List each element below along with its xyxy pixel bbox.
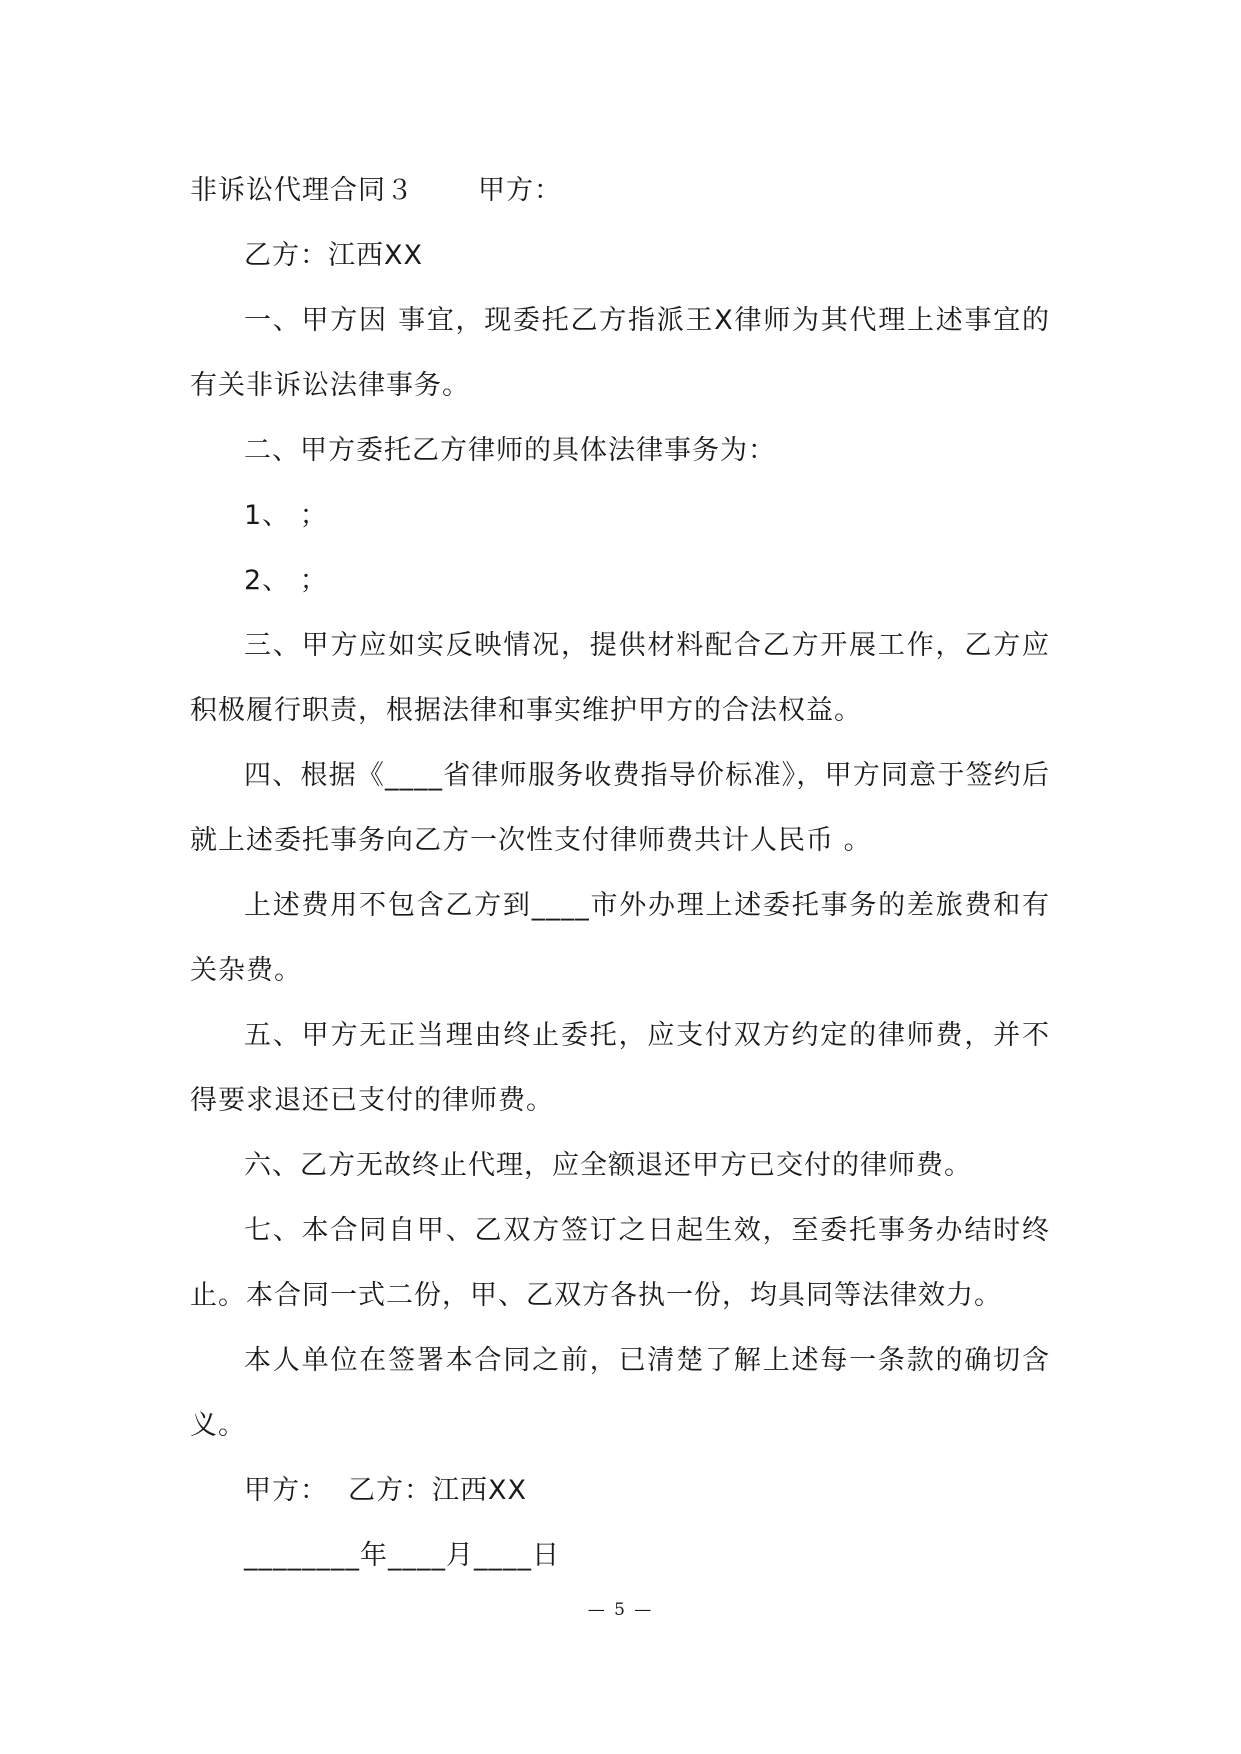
party-b-line: 乙方：江西XX	[244, 240, 423, 271]
clause-5: 五、甲方无正当理由终止委托，应支付双方约定的律师费，并不得要求退还已支付的律师费。	[190, 1020, 1050, 1116]
signature-line	[190, 1458, 1050, 1523]
clause-2: 二、甲方委托乙方律师的具体法律事务为：	[244, 435, 776, 466]
acknowledgement: 本人单位在签署本合同之前，已清楚了解上述每一条款的确切含义。	[190, 1345, 1050, 1441]
clause-7: 七、本合同自甲、乙双方签订之日起生效，至委托事务办结时终止。本合同一式二份，甲、乙双方各执一份，均具同等法律效力。	[190, 1215, 1050, 1311]
document-title: 非诉讼代理合同３	[190, 175, 414, 206]
clause-3: 三、甲方应如实反映情况，提供材料配合乙方开展工作，乙方应积极履行职责，根据法律和事实维护甲方的合法权益。	[190, 630, 1050, 726]
clause-4-note: 上述费用不包含乙方到____市外办理上述委托事务的差旅费和有关杂费。	[190, 890, 1050, 986]
party-a-label: 甲方：	[478, 175, 562, 206]
clause-4: 四、根据《____省律师服务收费指导价标准》，甲方同意于签约后就上述委托事务向乙方一次性支付律师费共计人民币 。	[190, 760, 1050, 856]
date-line: ________年____月____日	[244, 1540, 560, 1571]
contract-body	[190, 158, 1050, 1588]
signature-party-a: 甲方：	[244, 1475, 328, 1506]
clause-2-item-2: 2、 ；	[244, 565, 328, 596]
title-line	[190, 158, 1050, 223]
signature-party-b: 乙方：江西XX	[348, 1475, 527, 1506]
clause-2-item-1: 1、 ；	[244, 500, 328, 531]
clause-6: 六、乙方无故终止代理，应全额退还甲方已交付的律师费。	[244, 1150, 972, 1181]
clause-1: 一、甲方因 事宜，现委托乙方指派王X律师为其代理上述事宜的有关非诉讼法律事务。	[190, 305, 1050, 401]
page-number: — 5 —	[587, 1600, 654, 1620]
